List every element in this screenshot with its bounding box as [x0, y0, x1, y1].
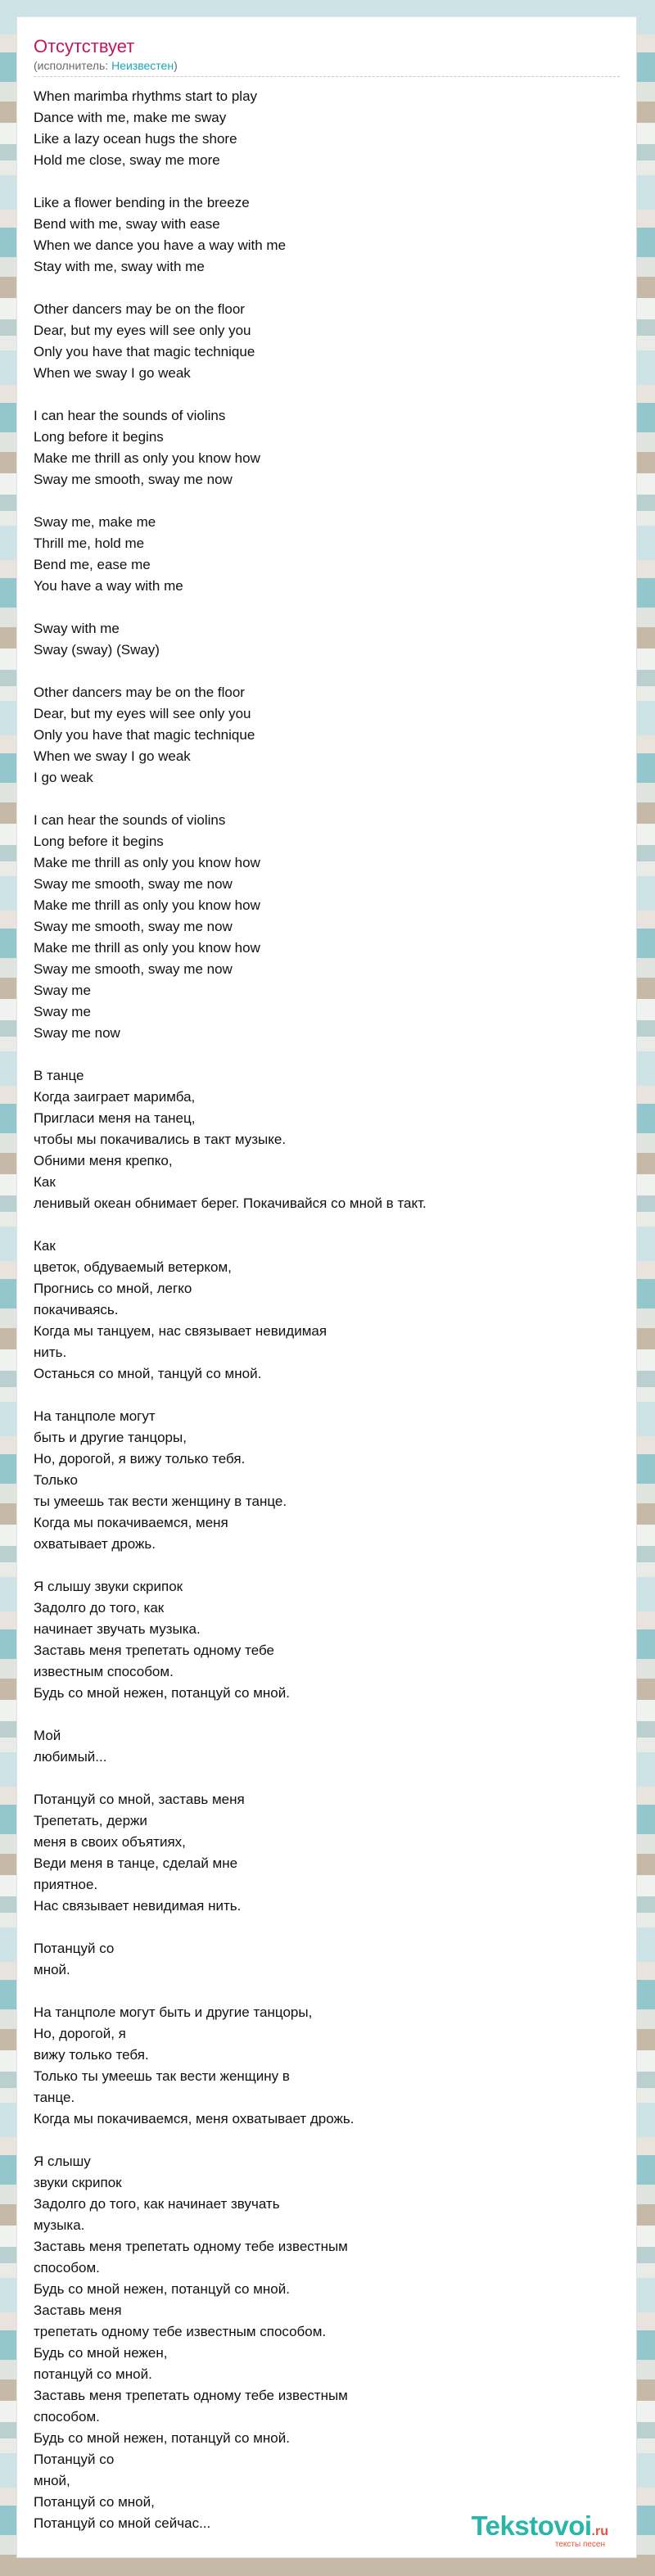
song-title: Отсутствует [34, 36, 135, 56]
artist-link[interactable]: Неизвестен [111, 59, 174, 72]
site-logo[interactable] [471, 2512, 608, 2549]
logo-wordmark: Tekstovoi [471, 2510, 592, 2541]
artist-line [34, 58, 620, 73]
artist-prefix: (исполнитель: [34, 59, 112, 72]
logo-tagline: тексты песен [554, 2540, 605, 2549]
artist-suffix: ) [174, 59, 178, 72]
lyrics-card [16, 16, 637, 2558]
lyrics-text: When marimba rhythms start to play Dance with me, make me sway Like a lazy ocean hugs the shore Hold me close, sway me more Like a flower bending in the breeze Bend with me, sway with ease When we dance you have a way with me Stay with me, sway with me Other dancers may be on the floor Dear, but my eyes will see only you Only you have that magic technique When we sway I go weak I can hear the sounds of violins Long before it begins Make me thrill as only you know how Sway me smooth, sway me now Sway me, make me Thrill me, hold me Bend me, ease me You have a way with me Sway with me Sway (sway) (Sway) Other dancers may be on the floor Dear, but my eyes will see only you Only you have that magic technique When we sway I go weak I go weak I can hear the sounds of violins Long before it begins Make me thrill as only you know how Sway me smooth, sway me now Make me thrill as only you know how Sway me smooth, sway me now Make me thrill as only you know how Sway me smooth, sway me now Sway me Sway me Sway me now В танце Когда заиграет маримба, Пригласи меня на танец, чтобы мы покачивались в такт музыке. Обними меня крепко, Как ленивый океан обнимает берег. Покачивайся со мной в такт. Как цветок, обдуваемый ветерком, Прогнись со мной, легко покачиваясь. Когда мы танцуем, нас связывает невидимая нить. Останься со мной, танцуй со мной. На танцполе могут быть и другие танцоры, Но, дорогой, я вижу только тебя. Только ты умеешь так вести женщину в танце. Когда мы покачиваемся, меня охватывает дрожь. Я слышу звуки скрипок Задолго до того, как начинает звучать музыка. Заставь меня трепетать одному тебе известным способом. Будь со мной нежен, потанцуй со мной. Мой любимый... Потанцуй со мной, заставь меня Трепетать, держи меня в своих объятиях, Веди меня в танце, сделай мне приятное. Нас связывает невидимая нить. Потанцуй со мной. На танцполе могут быть и другие танцоры, Но, дорогой, я вижу только тебя. Только ты умеешь так вести женщину в танце. Когда мы покачиваемся, меня охватывает дрожь. Я слышу звуки скрипок Задолго до того, как начинает звучать музыка. Заставь меня трепетать одному тебе известным способом. Будь со мной нежен, потанцуй со мной. Заставь меня трепетать одному тебе известным способом. Будь со мной нежен, потанцуй со мной. Заставь меня трепетать одному тебе известным способом. Будь со мной нежен, потанцуй со мной. Потанцуй со мной, Потанцуй со мной, Потанцуй со мной сейчас... [34, 88, 427, 2531]
song-header [34, 35, 620, 77]
logo-tld: .ru [591, 2524, 608, 2538]
